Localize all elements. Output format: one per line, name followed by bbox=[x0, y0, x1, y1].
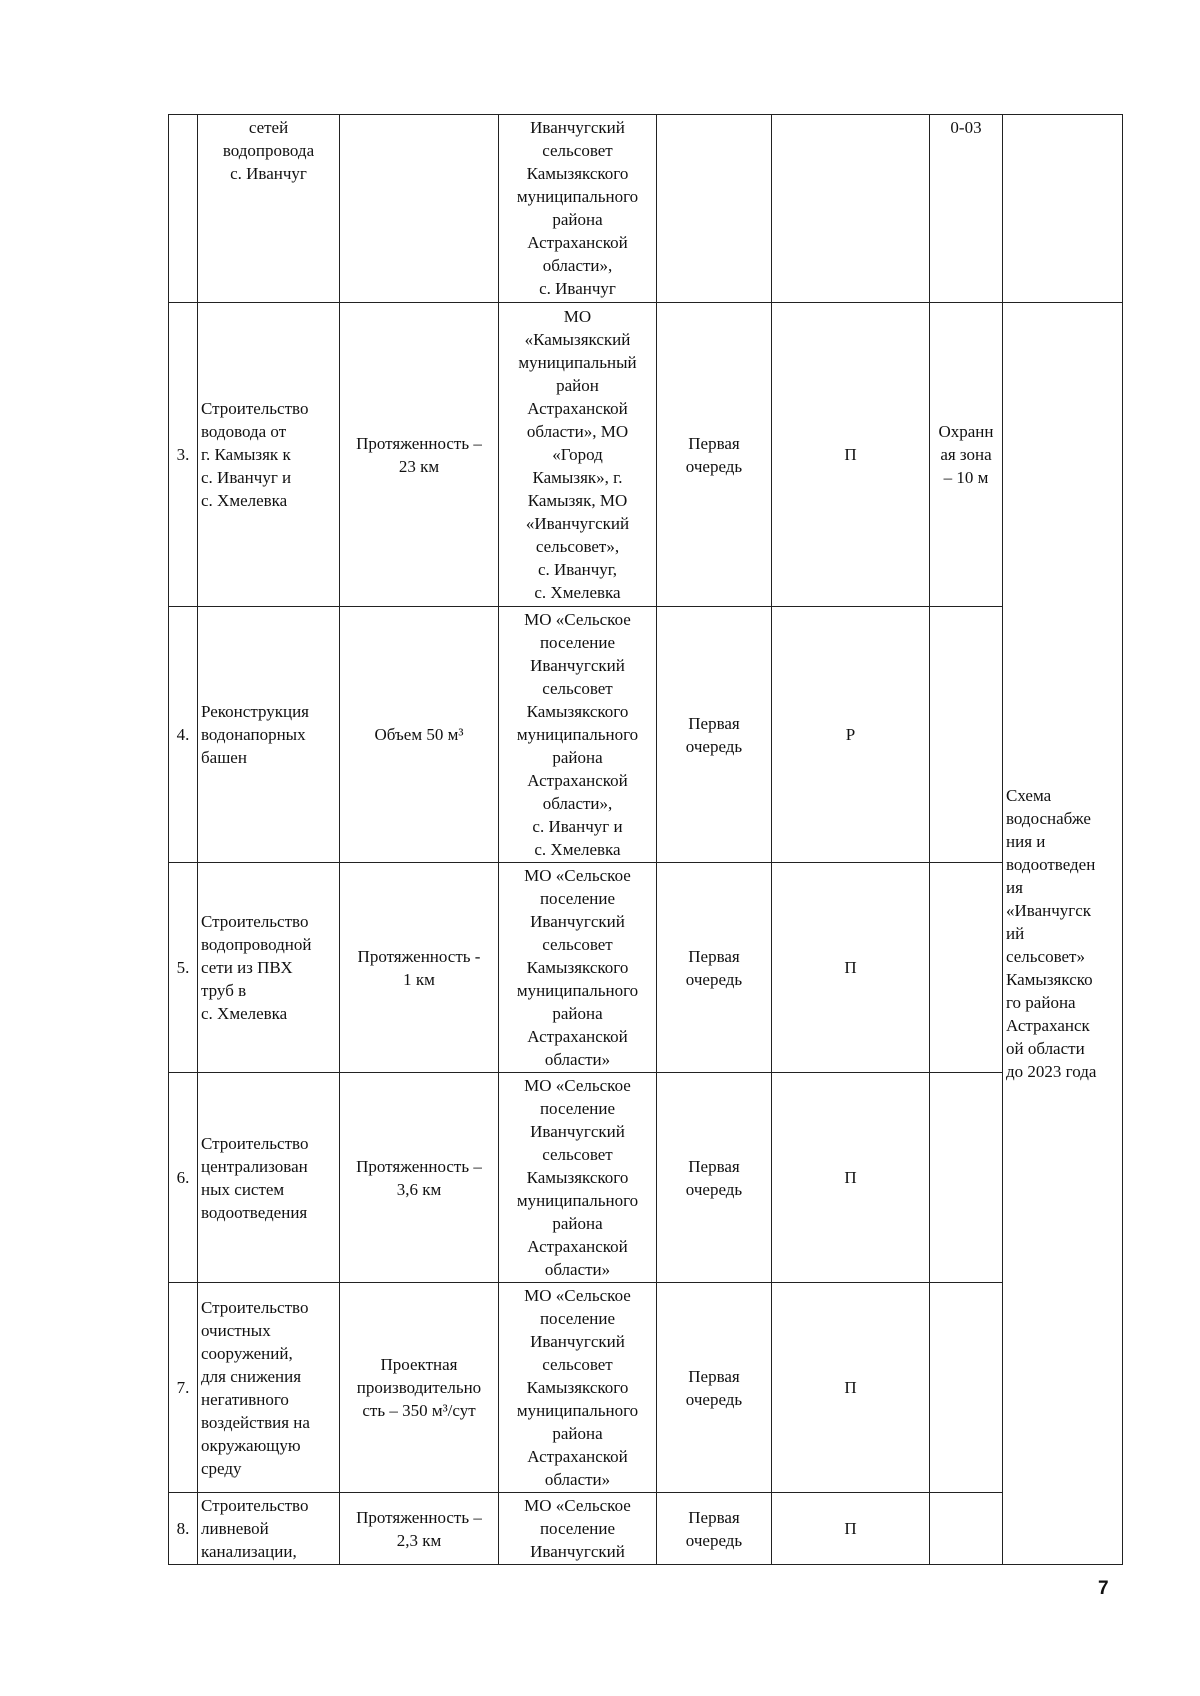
cell-line: Строительство bbox=[201, 1133, 309, 1153]
cell-line: очередь bbox=[685, 969, 743, 989]
implementation-queue bbox=[657, 115, 772, 303]
cell-line: 0-03 bbox=[950, 118, 982, 137]
cell-line: Охранн bbox=[938, 422, 994, 441]
measures-table bbox=[168, 114, 1123, 1565]
cell-line: МО «Сельское bbox=[524, 1496, 631, 1515]
cell-line: с. Хмелевка bbox=[201, 1004, 288, 1023]
cell-line: Астраханск bbox=[1006, 1016, 1090, 1035]
cell-line: окружающую bbox=[201, 1435, 301, 1455]
row-number: 6. bbox=[169, 1073, 198, 1283]
object-location bbox=[499, 1493, 657, 1565]
cell-line: муниципального bbox=[516, 1401, 639, 1420]
object-location bbox=[499, 115, 657, 303]
cell-line: с. Хмелевка bbox=[534, 840, 621, 859]
cell-line: Проектная bbox=[380, 1355, 458, 1374]
cell-line: МО «Сельское bbox=[524, 866, 631, 885]
cell-line: Протяженность – bbox=[356, 433, 482, 453]
cell-line: го района bbox=[1006, 993, 1076, 1012]
cell-line: области», МО bbox=[526, 422, 629, 441]
object-characteristic bbox=[340, 863, 499, 1073]
row-number: 7. bbox=[169, 1283, 198, 1493]
cell-line: Строительство bbox=[201, 1496, 309, 1515]
cell-line: Протяженность – bbox=[356, 1507, 482, 1527]
object-name bbox=[198, 863, 340, 1073]
cell-line: централизован bbox=[201, 1156, 308, 1176]
cell-line: района bbox=[552, 1424, 603, 1443]
cell-line: сельсовет» bbox=[1006, 947, 1085, 966]
cell-line: с. Иванчуг, bbox=[537, 560, 618, 579]
cell-line: с. Иванчуг и bbox=[532, 817, 623, 836]
cell-line: поселение bbox=[539, 889, 616, 908]
table-row bbox=[169, 115, 1123, 303]
cell-line: сельсовет bbox=[542, 679, 613, 698]
implementation-queue bbox=[657, 607, 772, 863]
implementation-queue bbox=[657, 1493, 772, 1565]
cell-line: сельсовет bbox=[542, 141, 613, 160]
table-row bbox=[169, 1493, 1123, 1565]
cell-line: области» bbox=[544, 1050, 611, 1069]
basis-cell-blank bbox=[1003, 115, 1123, 303]
cell-line: Астраханской bbox=[527, 1237, 628, 1256]
cell-line: Протяженность - bbox=[357, 946, 481, 966]
measure-type: П bbox=[772, 1283, 930, 1493]
cell-line: водоснабже bbox=[1006, 809, 1091, 828]
cell-line: области» bbox=[544, 1260, 611, 1279]
implementation-queue bbox=[657, 303, 772, 607]
cell-line: «Камызякский bbox=[524, 330, 631, 349]
cell-line: Астраханской bbox=[527, 233, 628, 252]
cell-line: МО «Сельское bbox=[524, 610, 631, 629]
cell-line: Первая bbox=[688, 946, 740, 966]
cell-line: Строительство bbox=[201, 399, 309, 418]
cell-line: 2,3 км bbox=[396, 1530, 442, 1550]
cell-line: Схема bbox=[1006, 786, 1052, 805]
object-name bbox=[198, 303, 340, 607]
cell-line: МО bbox=[563, 307, 592, 326]
cell-line: ая зона bbox=[940, 445, 992, 464]
cell-line: ия bbox=[1006, 878, 1023, 897]
cell-line: – 10 м bbox=[943, 468, 989, 487]
cell-line: «Город bbox=[552, 445, 603, 464]
table-row bbox=[169, 863, 1123, 1073]
cell-line: Камызякского bbox=[526, 164, 629, 183]
cell-line: муниципального bbox=[516, 1191, 639, 1210]
cell-line: сельсовет bbox=[542, 1355, 613, 1374]
cell-line: Камызякского bbox=[526, 1168, 629, 1187]
row-number: 3. bbox=[169, 303, 198, 607]
cell-line: Иванчугский bbox=[530, 912, 625, 931]
protection-zone bbox=[930, 1283, 1003, 1493]
cell-line: сетей bbox=[248, 118, 289, 137]
protection-zone bbox=[930, 303, 1003, 607]
cell-line: Астраханской bbox=[527, 1447, 628, 1466]
cell-line: водовода от bbox=[201, 422, 287, 441]
table-row bbox=[169, 1073, 1123, 1283]
cell-line: муниципального bbox=[516, 187, 639, 206]
row-number: 8. bbox=[169, 1493, 198, 1565]
protection-zone bbox=[930, 607, 1003, 863]
cell-line: воздействия на bbox=[201, 1412, 310, 1432]
object-characteristic bbox=[340, 1073, 499, 1283]
basis-document bbox=[1003, 303, 1123, 1565]
protection-zone bbox=[930, 1073, 1003, 1283]
cell-line: с. Хмелевка bbox=[534, 583, 621, 602]
cell-line: сельсовет», bbox=[535, 537, 620, 556]
table-row bbox=[169, 1283, 1123, 1493]
object-location bbox=[499, 303, 657, 607]
cell-line: муниципальный bbox=[518, 353, 637, 372]
protection-zone bbox=[930, 115, 1003, 303]
cell-line: Камызякского bbox=[526, 702, 629, 721]
measure-type bbox=[772, 115, 930, 303]
cell-line: Астраханской bbox=[527, 399, 628, 418]
cell-line: «Иванчугск bbox=[1006, 901, 1092, 920]
cell-line: очередь bbox=[685, 736, 743, 756]
cell-line: Первая bbox=[688, 1507, 740, 1527]
cell-line: 23 км bbox=[398, 456, 440, 476]
implementation-queue bbox=[657, 1283, 772, 1493]
cell-line: Иванчугский bbox=[530, 118, 625, 137]
cell-line: области» bbox=[544, 1470, 611, 1489]
cell-line: очередь bbox=[685, 1389, 743, 1409]
cell-line: водонапорных bbox=[201, 725, 306, 744]
cell-line: поселение bbox=[539, 1099, 616, 1118]
cell-line: среду bbox=[201, 1458, 242, 1478]
cell-line: сть – 350 м³/сут bbox=[362, 1401, 476, 1420]
row-number bbox=[169, 115, 198, 303]
measure-type: П bbox=[772, 863, 930, 1073]
object-characteristic bbox=[340, 115, 499, 303]
object-name bbox=[198, 1073, 340, 1283]
object-location bbox=[499, 607, 657, 863]
cell-line: водоотведен bbox=[1006, 855, 1096, 874]
cell-line: Первая bbox=[688, 713, 740, 733]
cell-line: «Иванчугский bbox=[525, 514, 630, 533]
cell-line: области», bbox=[542, 256, 613, 275]
cell-line: сельсовет bbox=[542, 935, 613, 954]
cell-line: сельсовет bbox=[542, 1145, 613, 1164]
cell-line: район bbox=[556, 376, 599, 395]
cell-line: Камызяк, МО bbox=[527, 491, 628, 510]
cell-line: очередь bbox=[685, 456, 743, 476]
cell-line: Строительство bbox=[201, 1297, 309, 1317]
object-characteristic bbox=[340, 1493, 499, 1565]
cell-line: Первая bbox=[688, 433, 740, 453]
cell-line: очередь bbox=[685, 1530, 743, 1550]
object-name bbox=[198, 1493, 340, 1565]
cell-line: сети из ПВХ bbox=[201, 958, 293, 977]
cell-line: района bbox=[552, 1004, 603, 1023]
cell-line: района bbox=[552, 210, 603, 229]
cell-line: муниципального bbox=[516, 725, 639, 744]
cell-line: Объем 50 м³ bbox=[374, 725, 464, 744]
object-name bbox=[198, 1283, 340, 1493]
cell-line: муниципального bbox=[516, 981, 639, 1000]
cell-line: МО «Сельское bbox=[524, 1076, 631, 1095]
cell-line: водоотведения bbox=[201, 1202, 308, 1222]
table-row bbox=[169, 607, 1123, 863]
object-location bbox=[499, 1283, 657, 1493]
cell-line: МО «Сельское bbox=[524, 1286, 631, 1305]
cell-line: очистных bbox=[201, 1320, 271, 1340]
cell-line: с. Иванчуг bbox=[539, 279, 616, 298]
cell-line: Иванчугский bbox=[530, 1122, 625, 1141]
cell-line: района bbox=[552, 1214, 603, 1233]
cell-line: с. Хмелевка bbox=[201, 491, 288, 510]
cell-line: поселение bbox=[539, 1309, 616, 1328]
object-location bbox=[499, 863, 657, 1073]
cell-line: Камызякско bbox=[1006, 970, 1093, 989]
cell-line: 1 км bbox=[403, 969, 435, 989]
cell-line: Камызякского bbox=[526, 1378, 629, 1397]
cell-line: района bbox=[552, 748, 603, 767]
object-characteristic bbox=[340, 1283, 499, 1493]
cell-line: для снижения bbox=[201, 1366, 302, 1386]
cell-line: башен bbox=[201, 748, 247, 767]
cell-line: Иванчугский bbox=[530, 1542, 625, 1561]
measure-type: П bbox=[772, 1073, 930, 1283]
cell-line: с. Иванчуг и bbox=[201, 468, 292, 487]
object-name bbox=[198, 607, 340, 863]
protection-zone bbox=[930, 863, 1003, 1073]
cell-line: Первая bbox=[688, 1156, 740, 1176]
row-number: 5. bbox=[169, 863, 198, 1073]
row-number: 4. bbox=[169, 607, 198, 863]
measure-type: Р bbox=[772, 607, 930, 863]
cell-line: негативного bbox=[201, 1389, 289, 1409]
cell-line: Камызякского bbox=[526, 958, 629, 977]
object-location bbox=[499, 1073, 657, 1283]
cell-line: области», bbox=[542, 794, 613, 813]
cell-line: ных систем bbox=[201, 1179, 285, 1199]
object-characteristic bbox=[340, 303, 499, 607]
cell-line: труб в bbox=[201, 981, 247, 1000]
cell-line: г. Камызяк к bbox=[201, 445, 291, 464]
measure-type: П bbox=[772, 303, 930, 607]
cell-line: производительно bbox=[356, 1378, 482, 1397]
cell-line: с. Иванчуг bbox=[230, 164, 307, 183]
cell-line: водопроводной bbox=[201, 935, 312, 954]
page-number: 7 bbox=[1098, 1578, 1109, 1599]
cell-line: Астраханской bbox=[527, 1027, 628, 1046]
cell-line: Иванчугский bbox=[530, 656, 625, 675]
cell-line: Иванчугский bbox=[530, 1332, 625, 1351]
protection-zone bbox=[930, 1493, 1003, 1565]
cell-line: сооружений, bbox=[201, 1343, 293, 1363]
cell-line: Первая bbox=[688, 1366, 740, 1386]
object-name bbox=[198, 115, 340, 303]
cell-line: ния и bbox=[1006, 832, 1046, 851]
cell-line: Реконструкция bbox=[201, 702, 310, 721]
cell-line: поселение bbox=[539, 633, 616, 652]
table-row bbox=[169, 303, 1123, 607]
cell-line: ливневой bbox=[201, 1519, 269, 1538]
cell-line: водопровода bbox=[222, 141, 315, 160]
cell-line: ой области bbox=[1006, 1039, 1085, 1058]
cell-line: поселение bbox=[539, 1519, 616, 1538]
implementation-queue bbox=[657, 863, 772, 1073]
cell-line: очередь bbox=[685, 1179, 743, 1199]
measure-type: П bbox=[772, 1493, 930, 1565]
cell-line: Камызяк», г. bbox=[532, 468, 623, 487]
cell-line: до 2023 года bbox=[1006, 1062, 1097, 1081]
cell-line: Астраханской bbox=[527, 771, 628, 790]
object-characteristic bbox=[340, 607, 499, 863]
implementation-queue bbox=[657, 1073, 772, 1283]
cell-line: Протяженность – bbox=[356, 1156, 482, 1176]
cell-line: Строительство bbox=[201, 912, 309, 931]
cell-line: ий bbox=[1006, 924, 1025, 943]
cell-line: 3,6 км bbox=[396, 1179, 442, 1199]
cell-line: канализации, bbox=[201, 1542, 297, 1561]
